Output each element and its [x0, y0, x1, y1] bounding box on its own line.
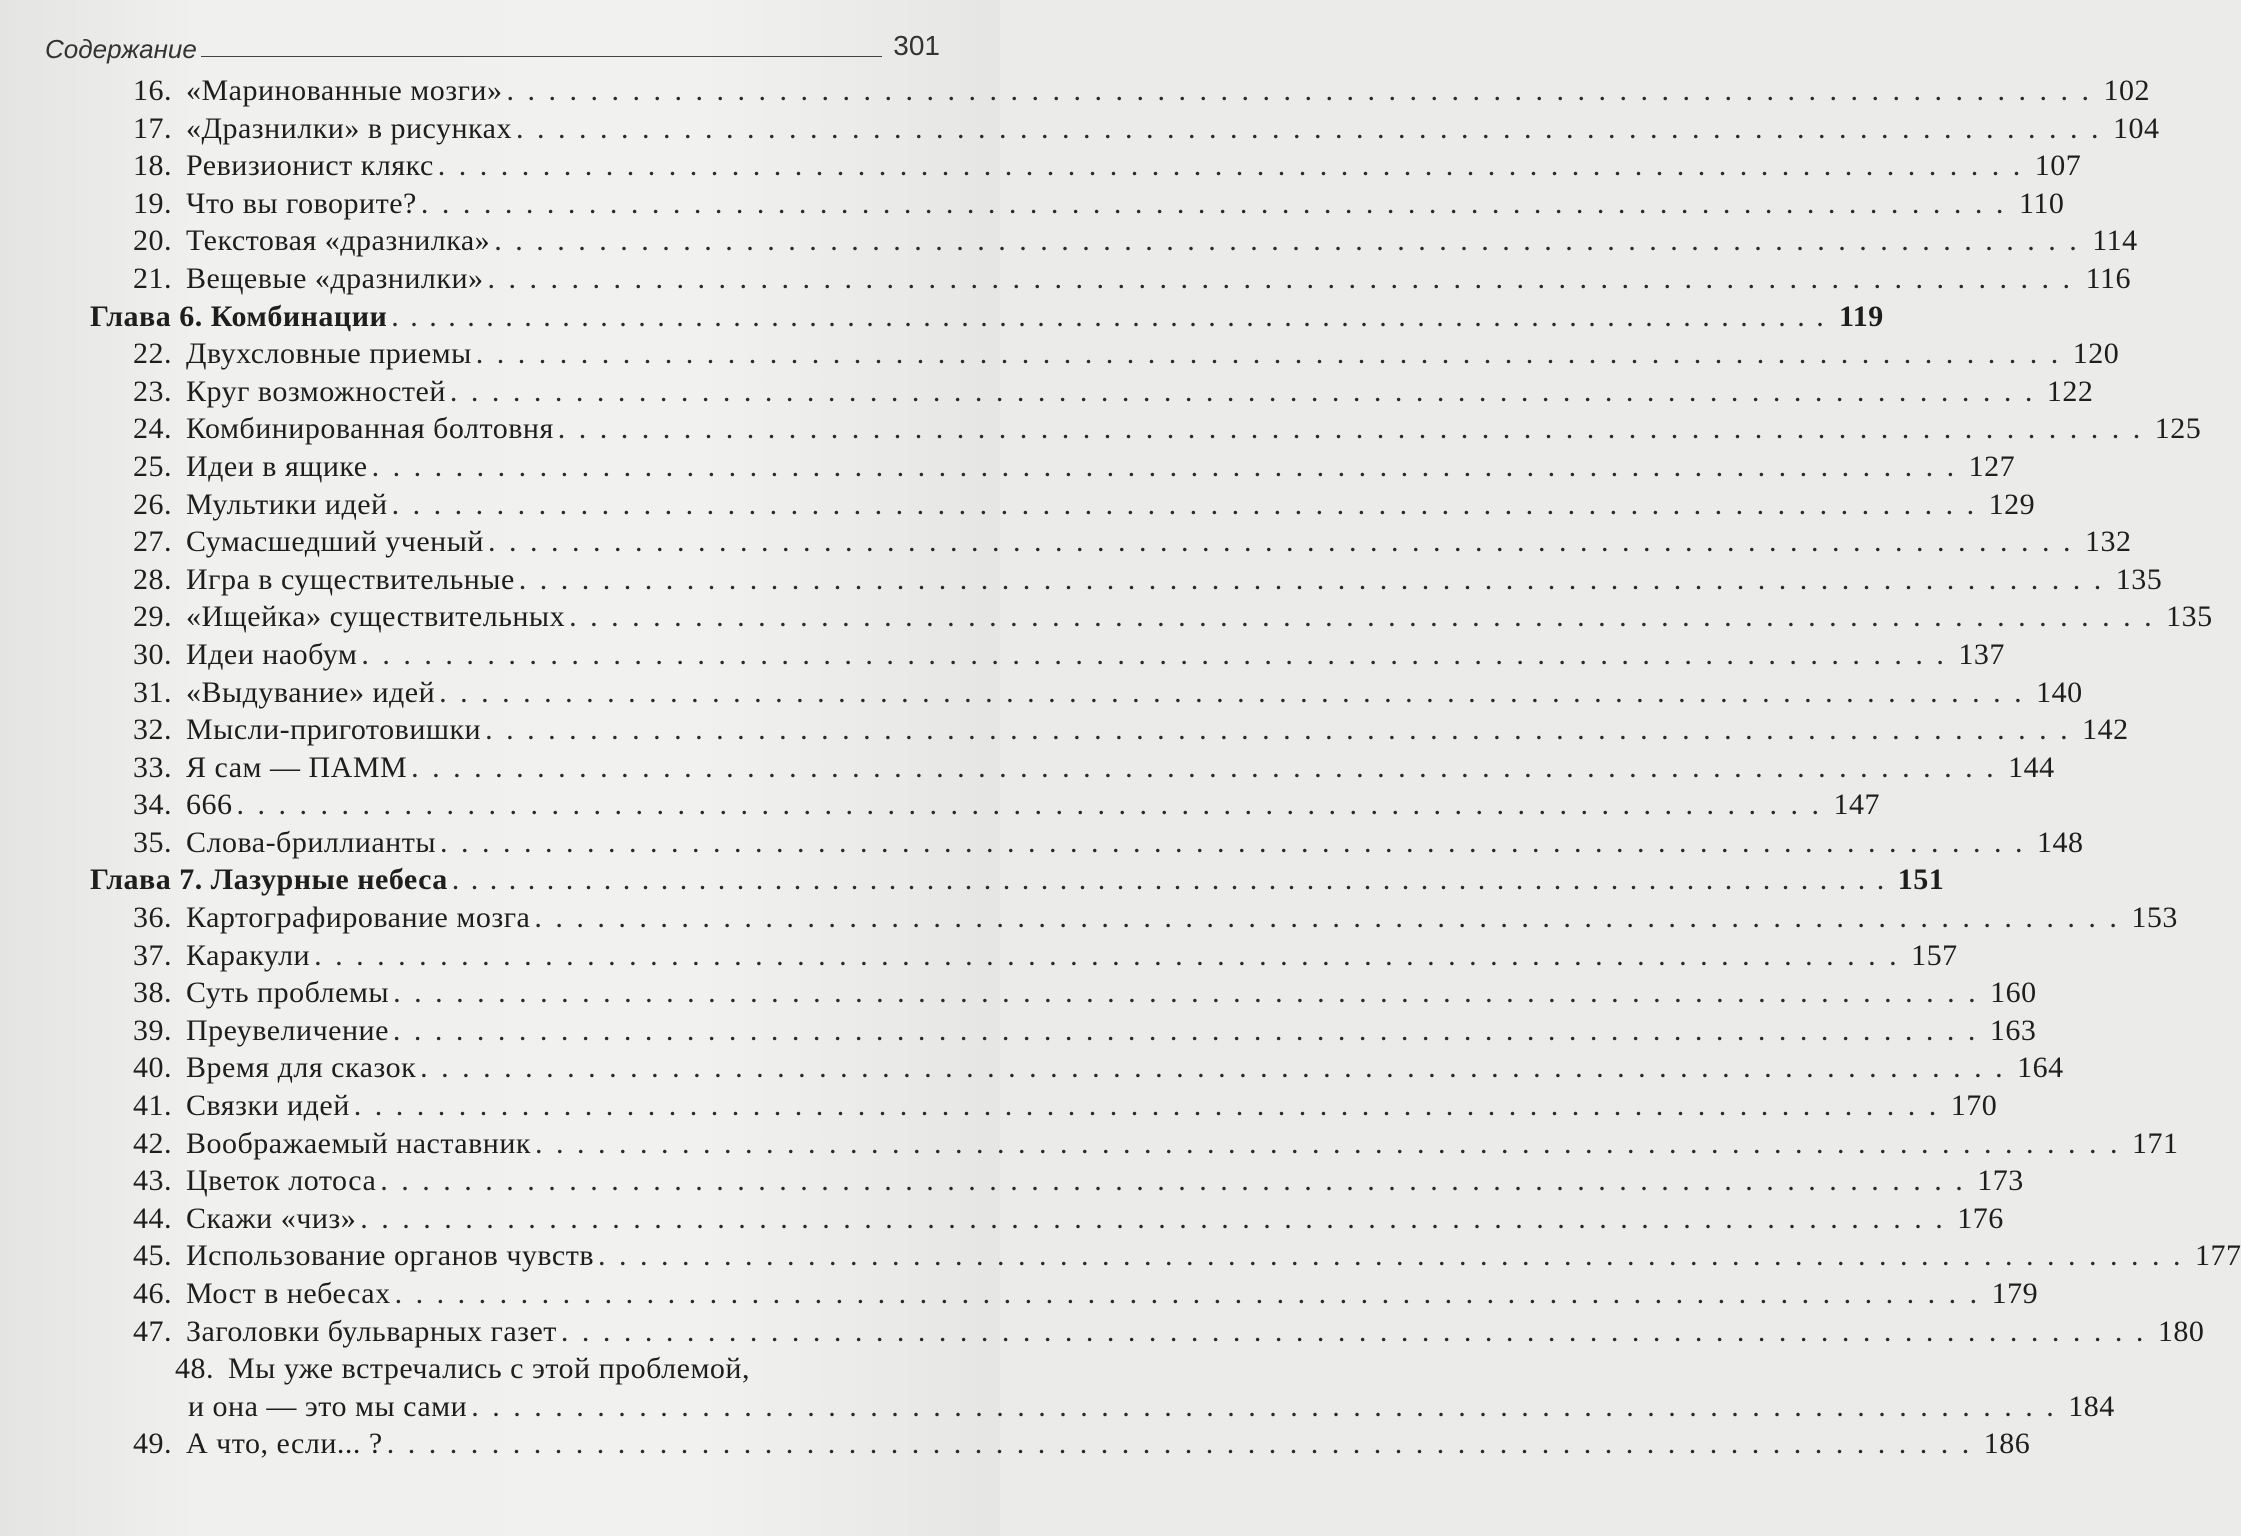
- toc-entry-number: 31.: [133, 675, 172, 709]
- toc-entry-row: [133, 72, 2150, 110]
- toc-page-number: 132: [2084, 525, 2132, 559]
- dot-leader: . . . . . . . . . . . . . . . . . . . . . . . . . . . . . . . . . . . . . . . . . . . . . . . . . . . . . . . . . . . . . . . . . . . . . . . . . . . .: [451, 863, 1887, 897]
- toc-page-number: 173: [1977, 1164, 2024, 1198]
- toc-entry-number: 39.: [133, 1013, 172, 1047]
- toc-entry-row: [133, 711, 2129, 749]
- toc-entry-number: 20.: [133, 224, 172, 258]
- toc-entry-title: Мост в небесах: [186, 1277, 391, 1310]
- toc-entry-number: 16.: [133, 74, 172, 107]
- toc-entry-number: 49.: [133, 1427, 172, 1461]
- dot-leader: . . . . . . . . . . . . . . . . . . . . . . . . . . . . . . . . . . . . . . . . . . . . . . . . . . . . . . . . . . . . . . . . . . . . . . . . . . . .: [361, 637, 1947, 671]
- toc-page-number: 119: [1838, 299, 1884, 333]
- dot-leader: . . . . . . . . . . . . . . . . . . . . . . . . . . . . . . . . . . . . . . . . . . . . . . . . . . . . . . . . . . . . . . . . . . . . . . . . . . . .: [515, 111, 2102, 145]
- dot-leader: . . . . . . . . . . . . . . . . . . . . . . . . . . . . . . . . . . . . . . . . . . . . . . . . . . . . . . . . . . . . . . . . . . . . . . . . . . . .: [314, 938, 1900, 972]
- dot-leader: . . . . . . . . . . . . . . . . . . . . . . . . . . . . . . . . . . . . . . . . . . . . . . . . . . . . . . . . . . . . . . . . . . . . . . . . . . . .: [391, 299, 1826, 333]
- toc-page-number: 176: [1957, 1201, 2004, 1235]
- toc-entry-row: [133, 185, 2065, 223]
- toc-page-number: 114: [2092, 224, 2138, 258]
- toc-entry-title: Мы уже встречались с этой проблемой,: [228, 1352, 750, 1386]
- dot-leader: . . . . . . . . . . . . . . . . . . . . . . . . . . . . . . . . . . . . . . . . . . . . . . . . . . . . . . . . . . . . . . . . . . . . . . . . . . . .: [471, 1389, 2057, 1423]
- toc-entry-title: Преувеличение: [186, 1013, 389, 1047]
- table-of-contents: [0, 72, 2241, 1463]
- toc-entry-number: 28.: [133, 562, 172, 596]
- toc-page-number: 110: [2018, 186, 2065, 220]
- toc-entry-row: [133, 410, 2202, 448]
- toc-entry-row: [133, 222, 2138, 260]
- toc-entry-number: 17.: [133, 111, 172, 145]
- toc-entry-row: [133, 1313, 2205, 1351]
- toc-page-number: 144: [2008, 750, 2055, 784]
- toc-entry-number: 19.: [133, 186, 172, 220]
- toc-entry-number: 24.: [133, 412, 172, 446]
- toc-entry-title: А что, если... ?: [186, 1427, 383, 1461]
- dot-leader: . . . . . . . . . . . . . . . . . . . . . . . . . . . . . . . . . . . . . . . . . . . . . . . . . . . . . . . . . . . . . . . . . . . . . . . . . . . .: [487, 261, 2074, 295]
- dot-leader: . . . . . . . . . . . . . . . . . . . . . . . . . . . . . . . . . . . . . . . . . . . . . . . . . . . . . . . . . . . . . . . . . . . . . . . . . . . .: [487, 525, 2074, 559]
- toc-entry-title: Ревизионист клякс: [186, 149, 434, 183]
- dot-leader: . . . . . . . . . . . . . . . . . . . . . . . . . . . . . . . . . . . . . . . . . . . . . . . . . . . . . . . . . . . . . . . . . . . . . . . . . . . .: [557, 412, 2144, 446]
- toc-entry-title: Идеи наобум: [186, 637, 358, 671]
- toc-entry-row: [133, 1425, 2031, 1463]
- toc-entry-title: Что вы говорите?: [186, 186, 417, 220]
- toc-page-number: 163: [1989, 1013, 2037, 1047]
- toc-entry-number: 29.: [133, 600, 172, 634]
- dot-leader: . . . . . . . . . . . . . . . . . . . . . . . . . . . . . . . . . . . . . . . . . . . . . . . . . . . . . . . . . . . . . . . . . . . . . . . . . . . .: [236, 788, 1822, 822]
- toc-page-number: 142: [2082, 713, 2129, 747]
- dot-leader: . . . . . . . . . . . . . . . . . . . . . . . . . . . . . . . . . . . . . . . . . . . . . . . . . . . . . . . . . . . . . . . . . . . . . . . . . . . .: [411, 750, 1997, 784]
- toc-entry-title: Я сам — ПАММ: [186, 750, 408, 784]
- toc-page-number: 102: [2103, 74, 2150, 107]
- toc-entry-row: [133, 899, 2178, 937]
- toc-entry-row: [133, 561, 2163, 599]
- header-rule: [201, 56, 882, 57]
- dot-leader: . . . . . . . . . . . . . . . . . . . . . . . . . . . . . . . . . . . . . . . . . . . . . . . . . . . . . . . . . . . . . . . . . . . . . . . . . . . .: [380, 1164, 1966, 1198]
- toc-page-number: 129: [1988, 487, 2036, 521]
- toc-entry-number: 25.: [133, 449, 172, 483]
- dot-leader: . . . . . . . . . . . . . . . . . . . . . . . . . . . . . . . . . . . . . . . . . . . . . . . . . . . . . . . . . . . . . . . . . . . . . . . . . . . .: [518, 562, 2105, 596]
- dot-leader: . . . . . . . . . . . . . . . . . . . . . . . . . . . . . . . . . . . . . . . . . . . . . . . . . . . . . . . . . . . . . . . . . . . . . . . . . . . .: [392, 1013, 1979, 1047]
- dot-leader: . . . . . . . . . . . . . . . . . . . . . . . . . . . . . . . . . . . . . . . . . . . . . . . . . . . . . . . . . . . . . . . . . . . . . . . . . . . .: [569, 600, 2155, 634]
- toc-page-number: 107: [2034, 149, 2082, 183]
- toc-entry-title: Вещевые «дразнилки»: [186, 261, 484, 295]
- toc-entry-number: 21.: [133, 261, 172, 295]
- toc-entry-title: «Выдувание» идей: [186, 675, 436, 709]
- dot-leader: . . . . . . . . . . . . . . . . . . . . . . . . . . . . . . . . . . . . . . . . . . . . . . . . . . . . . . . . . . . . . . . . . . . . . . . . . . . .: [386, 1427, 1973, 1461]
- toc-page-number: 135: [2166, 600, 2213, 634]
- toc-entry-title: Двухсловные приемы: [186, 337, 472, 371]
- toc-entry-title: «Ищейка» существительных: [186, 600, 566, 634]
- toc-entry-number: 45.: [133, 1239, 172, 1273]
- toc-entry-title: Слова-бриллианты: [186, 825, 437, 859]
- toc-page-number: 147: [1833, 788, 1880, 822]
- toc-entry-title: Суть проблемы: [186, 976, 390, 1010]
- toc-page-number: 122: [2046, 374, 2094, 408]
- toc-entry-row: [133, 1162, 2024, 1200]
- toc-entry-title: Скажи «чиз»: [186, 1201, 357, 1235]
- toc-entry-number: 27.: [133, 525, 172, 559]
- toc-entry-row: [133, 1125, 2179, 1163]
- toc-entry-row: [133, 636, 2005, 674]
- toc-entry-title: Комбинированная болтовня: [186, 412, 554, 446]
- toc-entry-title: Мысли-приготовишки: [186, 713, 482, 747]
- toc-page-number: 135: [2115, 562, 2163, 596]
- toc-entry-title: Воображаемый наставник: [186, 1126, 531, 1160]
- toc-entry-number: 23.: [133, 374, 172, 408]
- toc-entry-number: 33.: [133, 750, 172, 784]
- toc-entry-row: [175, 1350, 943, 1388]
- toc-page-number: 120: [2072, 337, 2120, 371]
- dot-leader: . . . . . . . . . . . . . . . . . . . . . . . . . . . . . . . . . . . . . . . . . . . . . . . . . . . . . . . . . . . . . . . . . . . . . . . . . . . .: [360, 1201, 1946, 1235]
- dot-leader: . . . . . . . . . . . . . . . . . . . . . . . . . . . . . . . . . . . . . . . . . . . . . . . . . . . . . . . . . . . . . . . . . . . . . . . . . . . .: [560, 1314, 2147, 1348]
- toc-entry-title: Текстовая «дразнилка»: [186, 224, 491, 258]
- toc-entry-row: [133, 786, 1880, 824]
- toc-entry-number: 35.: [133, 825, 172, 859]
- section-title: Содержание: [45, 34, 197, 64]
- toc-entry-number: 34.: [133, 788, 172, 822]
- toc-entry-title: 666: [186, 788, 233, 822]
- toc-entry-title: Время для сказок: [186, 1051, 417, 1085]
- toc-entry-title: Цветок лотоса: [186, 1164, 377, 1198]
- toc-entry-row: [133, 824, 2084, 862]
- toc-entry-row: [133, 1012, 2037, 1050]
- toc-entry-row: [133, 974, 2037, 1012]
- toc-page-number: 116: [2085, 261, 2132, 295]
- toc-entry-title: Связки идей: [186, 1089, 350, 1123]
- toc-entry-title: Игра в существительные: [186, 562, 515, 596]
- toc-entry-number: 37.: [133, 938, 172, 972]
- toc-entry-row: [133, 937, 1958, 975]
- toc-page-number: 170: [1950, 1089, 1998, 1123]
- toc-page-number: 180: [2157, 1314, 2205, 1348]
- toc-chapter-title: Глава 7. Лазурные небеса: [90, 863, 448, 897]
- dot-leader: . . . . . . . . . . . . . . . . . . . . . . . . . . . . . . . . . . . . . . . . . . . . . . . . . . . . . . . . . . . . . . . . . . . . . . . . . . . .: [420, 186, 2007, 220]
- toc-chapter-row: [90, 298, 1884, 336]
- toc-page-number: 186: [1983, 1427, 2031, 1461]
- toc-page-number: 157: [1911, 938, 1958, 972]
- toc-entry-number: 48.: [175, 1352, 214, 1386]
- toc-page-number: 177: [2194, 1239, 2241, 1273]
- toc-entry-title: Круг возможностей: [186, 374, 446, 408]
- dot-leader: . . . . . . . . . . . . . . . . . . . . . . . . . . . . . . . . . . . . . . . . . . . . . . . . . . . . . . . . . . . . . . . . . . . . . . . . . . . .: [475, 337, 2062, 371]
- toc-entry-title: и она — это мы сами: [188, 1389, 468, 1423]
- dot-leader: . . . . . . . . . . . . . . . . . . . . . . . . . . . . . . . . . . . . . . . . . . . . . . . . . . . . . . . . . . . . . . . . . . . . . . . . . . . .: [420, 1051, 2006, 1085]
- toc-page-number: 160: [1990, 976, 2037, 1010]
- toc-page-number: 137: [1958, 637, 2005, 671]
- dot-leader: . . . . . . . . . . . . . . . . . . . . . . . . . . . . . . . . . . . . . . . . . . . . . . . . . . . . . . . . . . . . . . . . . . . . . . . . . . . .: [393, 976, 1979, 1010]
- toc-entry-row: [133, 1200, 2004, 1238]
- dot-leader: . . . . . . . . . . . . . . . . . . . . . . . . . . . . . . . . . . . . . . . . . . . . . . . . . . . . . . . . . . . . . . . . . . . . . . . . . . . .: [534, 901, 2120, 935]
- toc-entry-title: Заголовки бульварных газет: [186, 1314, 557, 1348]
- toc-entry-number: 30.: [133, 637, 172, 671]
- toc-page-number: 179: [1991, 1277, 2039, 1310]
- dot-leader: . . . . . . . . . . . . . . . . . . . . . . . . . . . . . . . . . . . . . . . . . . . . . . . . . . . . . . . . . . . . . . . . . . . . . . . . . . . .: [494, 224, 2080, 258]
- toc-chapter-row: [90, 861, 1945, 899]
- toc-entry-title: Картографирование мозга: [186, 901, 531, 935]
- toc-entry-row: [133, 110, 2160, 148]
- toc-entry-title: Идеи в ящике: [186, 449, 368, 483]
- toc-entry-title: Использование органов чувств: [186, 1239, 594, 1273]
- toc-page-number: 153: [2131, 901, 2178, 935]
- toc-page-number: 125: [2154, 412, 2202, 446]
- toc-entry-row: [133, 1049, 2064, 1087]
- toc-entry-number: 42.: [133, 1126, 172, 1160]
- toc-entry-row: [133, 147, 2082, 185]
- dot-leader: . . . . . . . . . . . . . . . . . . . . . . . . . . . . . . . . . . . . . . . . . . . . . . . . . . . . . . . . . . . . . . . . . . . . . . . . . . . .: [391, 487, 1978, 521]
- toc-entry-row: [133, 523, 2132, 561]
- toc-entry-row: [133, 598, 2213, 636]
- toc-entry-number: 36.: [133, 901, 172, 935]
- toc-entry-number: 46.: [133, 1277, 172, 1310]
- toc-entry-row: [133, 486, 2036, 524]
- toc-entry-title: «Дразнилки» в рисунках: [186, 111, 512, 145]
- dot-leader: . . . . . . . . . . . . . . . . . . . . . . . . . . . . . . . . . . . . . . . . . . . . . . . . . . . . . . . . . . . . . . . . . . . . . . . . . . . .: [437, 149, 2024, 183]
- running-head: [45, 30, 940, 70]
- dot-leader: . . . . . . . . . . . . . . . . . . . . . . . . . . . . . . . . . . . . . . . . . . . . . . . . . . . . . . . . . . . . . . . . . . . . . . . . . . . .: [597, 1239, 2184, 1273]
- toc-entry-number: 40.: [133, 1051, 172, 1085]
- toc-entry-row: [133, 260, 2132, 298]
- dot-leader: . . . . . . . . . . . . . . . . . . . . . . . . . . . . . . . . . . . . . . . . . . . . . . . . . . . . . . . . . . . . . . . . . . . . . . . . . . . .: [506, 74, 2092, 107]
- toc-entry-row: [133, 1275, 2039, 1313]
- toc-entry-row: [133, 335, 2120, 373]
- toc-page-number: 184: [2068, 1389, 2115, 1423]
- toc-page-number: 148: [2037, 825, 2084, 859]
- toc-entry-title: Каракули: [186, 938, 311, 972]
- toc-entry-title: Сумасшедший ученый: [186, 525, 484, 559]
- toc-entry-number: 18.: [133, 149, 172, 183]
- toc-entry-number: 32.: [133, 713, 172, 747]
- toc-entry-row: [133, 1237, 2241, 1275]
- toc-page-number: 104: [2112, 111, 2160, 145]
- toc-entry-number: 38.: [133, 976, 172, 1010]
- toc-entry-title: «Маринованные мозги»: [186, 74, 503, 107]
- toc-page-number: 171: [2131, 1126, 2179, 1160]
- dot-leader: . . . . . . . . . . . . . . . . . . . . . . . . . . . . . . . . . . . . . . . . . . . . . . . . . . . . . . . . . . . . . . . . . . . . . . . . . . . .: [534, 1126, 2121, 1160]
- toc-chapter-title: Глава 6. Комбинации: [90, 299, 388, 333]
- toc-entry-number: 26.: [133, 487, 172, 521]
- dot-leader: . . . . . . . . . . . . . . . . . . . . . . . . . . . . . . . . . . . . . . . . . . . . . . . . . . . . . . . . . . . . . . . . . . . . . . . . . . . .: [485, 713, 2071, 747]
- dot-leader: . . . . . . . . . . . . . . . . . . . . . . . . . . . . . . . . . . . . . . . . . . . . . . . . . . . . . . . . . . . . . . . . . . . . . . . . . . . .: [394, 1277, 1981, 1310]
- dot-leader: . . . . . . . . . . . . . . . . . . . . . . . . . . . . . . . . . . . . . . . . . . . . . . . . . . . . . . . . . . . . . . . . . . . . . . . . . . . .: [440, 825, 2026, 859]
- toc-entry-number: 41.: [133, 1089, 172, 1123]
- toc-page-number: 151: [1897, 863, 1945, 897]
- toc-entry-row: [133, 373, 2094, 411]
- toc-entry-number: 44.: [133, 1201, 172, 1235]
- dot-leader: . . . . . . . . . . . . . . . . . . . . . . . . . . . . . . . . . . . . . . . . . . . . . . . . . . . . . . . . . . . . . . . . . . . . . . . . . . . .: [449, 374, 2036, 408]
- toc-entry-title: Мультики идей: [186, 487, 388, 521]
- toc-entry-row: [133, 749, 2055, 787]
- toc-entry-row: [188, 1388, 2115, 1426]
- toc-entry-row: [133, 448, 2016, 486]
- toc-entry-number: 47.: [133, 1314, 172, 1348]
- toc-entry-row: [133, 674, 2083, 712]
- toc-page-number: 127: [1968, 449, 2016, 483]
- toc-entry-number: 22.: [133, 337, 172, 371]
- page-number: 301: [893, 30, 940, 61]
- toc-entry-number: 43.: [133, 1164, 172, 1198]
- dot-leader: . . . . . . . . . . . . . . . . . . . . . . . . . . . . . . . . . . . . . . . . . . . . . . . . . . . . . . . . . . . . . . . . . . . . . . . . . . . .: [353, 1089, 1940, 1123]
- toc-page-number: 164: [2017, 1051, 2064, 1085]
- dot-leader: . . . . . . . . . . . . . . . . . . . . . . . . . . . . . . . . . . . . . . . . . . . . . . . . . . . . . . . . . . . . . . . . . . . . . . . . . . . .: [371, 449, 1958, 483]
- toc-page-number: 140: [2036, 675, 2083, 709]
- toc-entry-row: [133, 1087, 1998, 1125]
- dot-leader: . . . . . . . . . . . . . . . . . . . . . . . . . . . . . . . . . . . . . . . . . . . . . . . . . . . . . . . . . . . . . . . . . . . . . . . . . . . .: [439, 675, 2025, 709]
